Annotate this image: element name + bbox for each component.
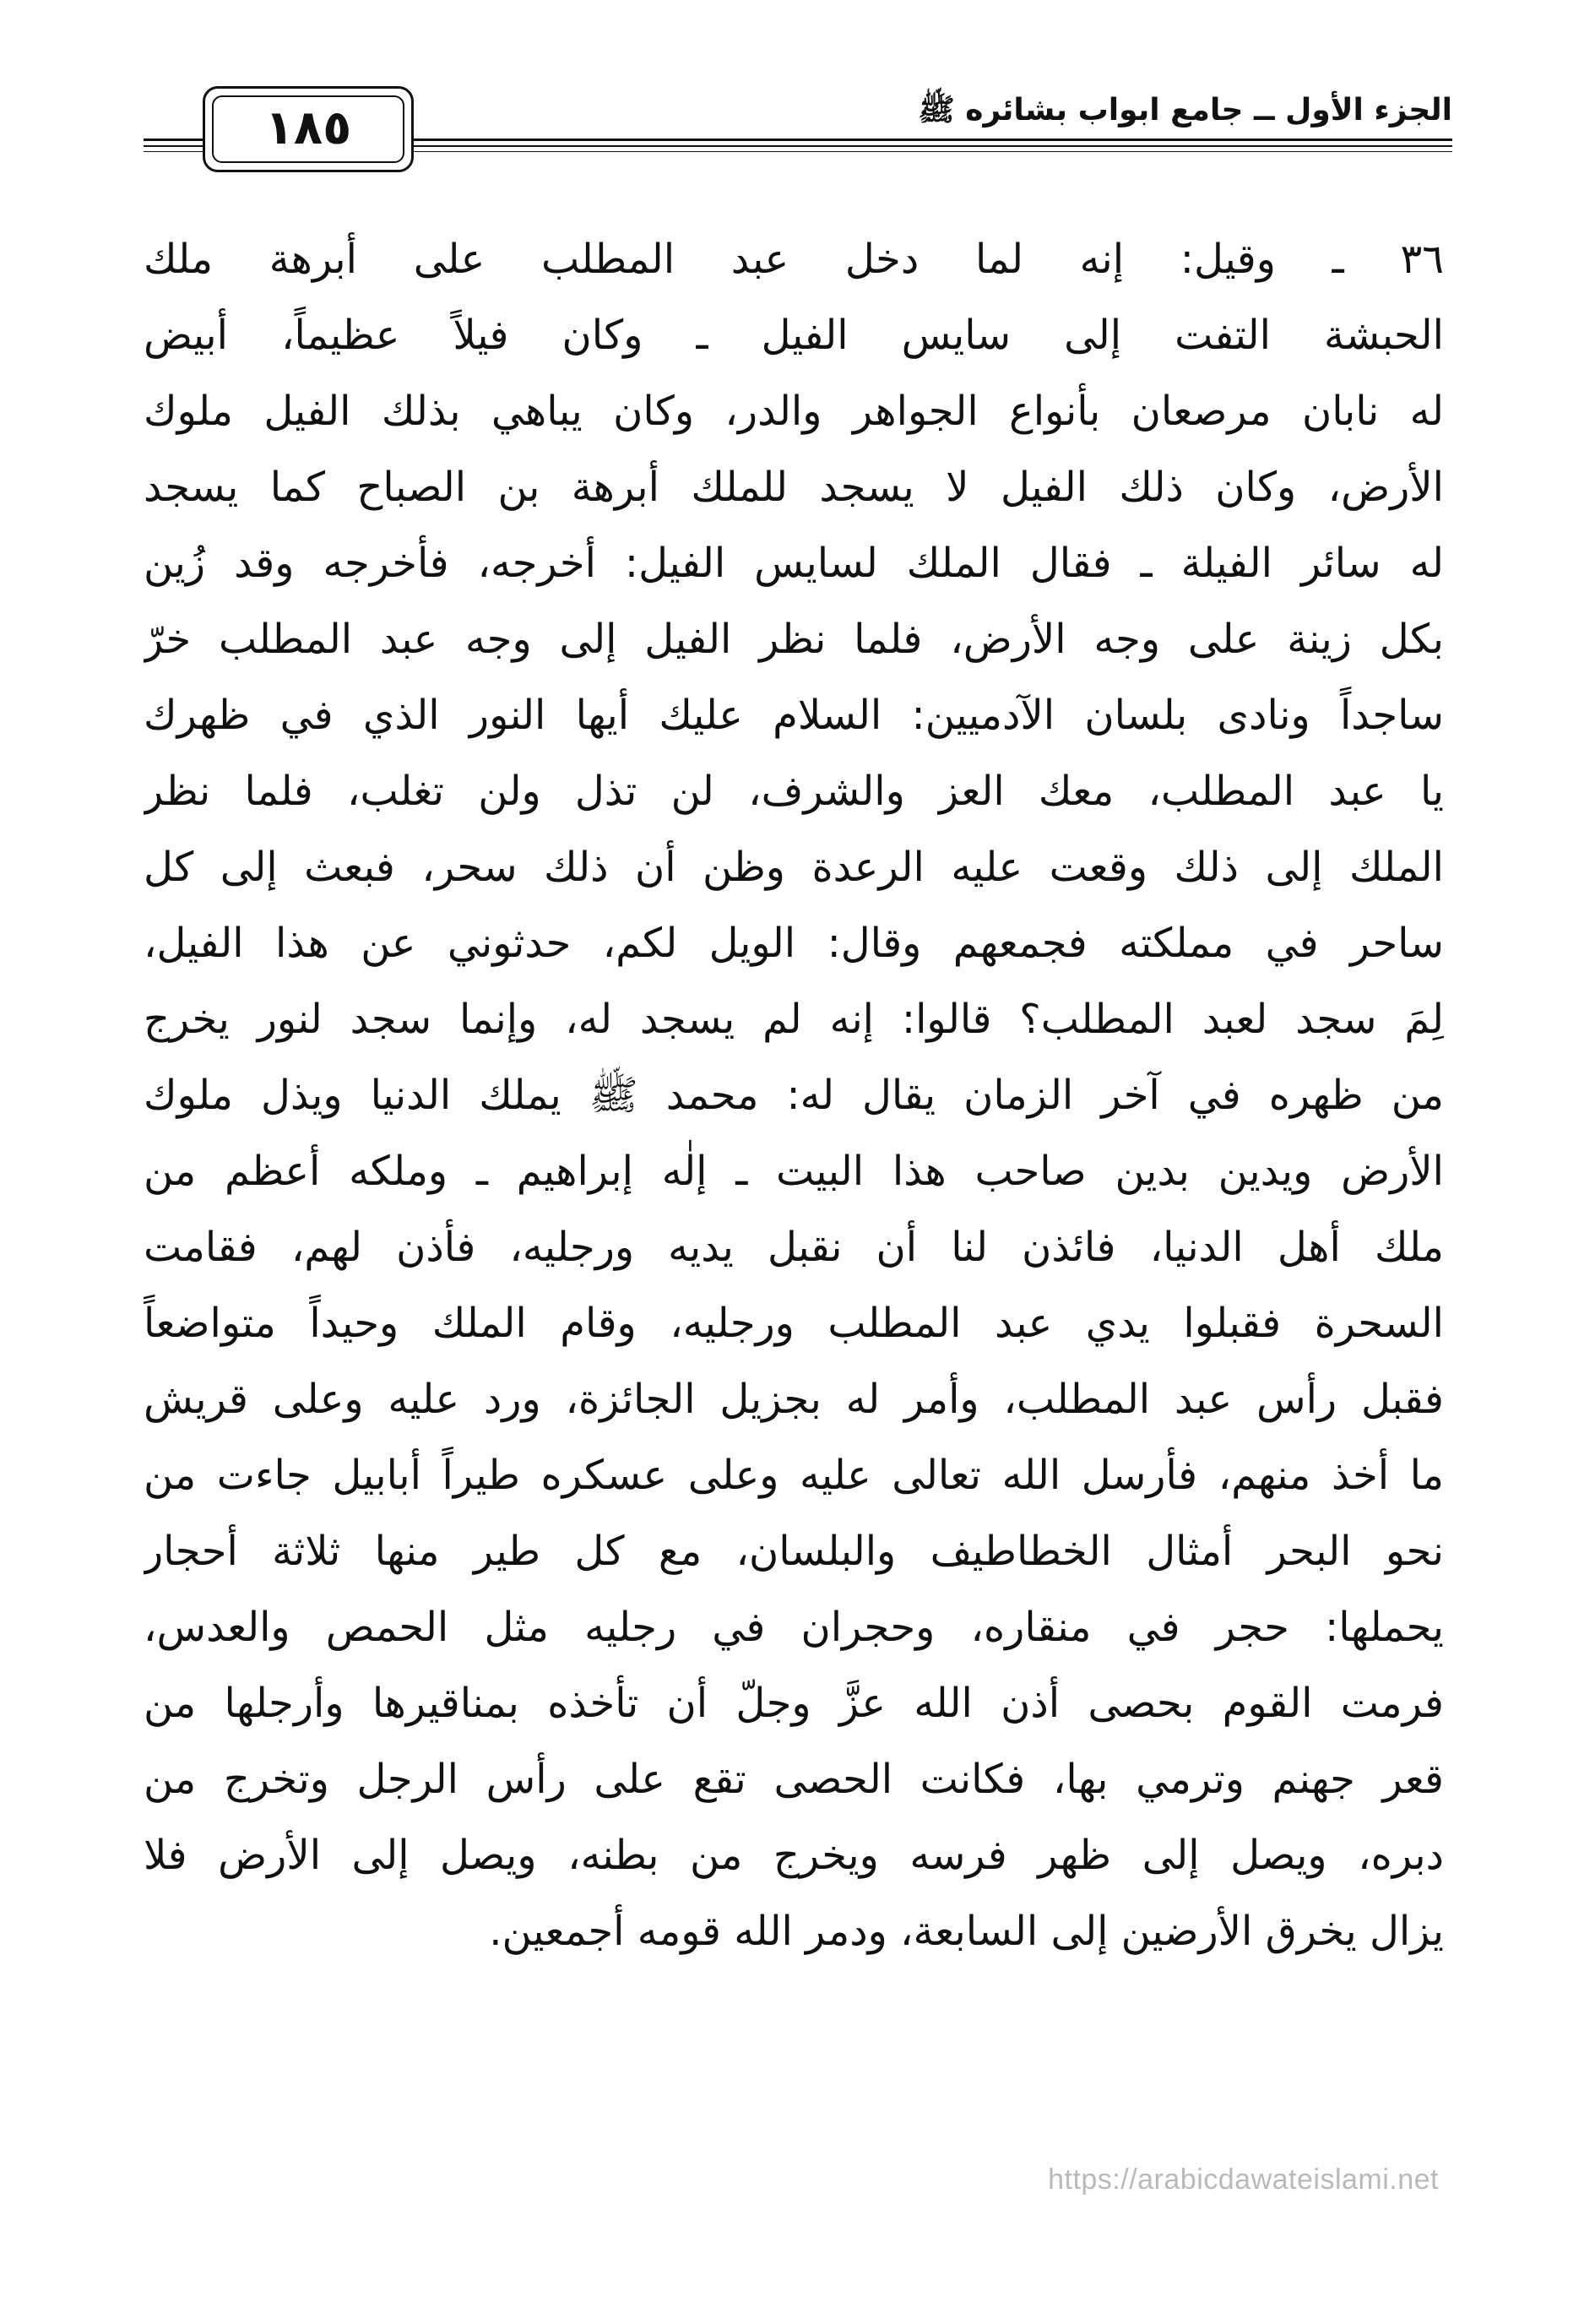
text-line: الحبشة التفت إلى سايس الفيل ـ وكان فيلاً عظيماً، أبيض <box>144 312 1444 359</box>
text-line: قعر جهنم وترمي بها، فكانت الحصى تقع على رأس الرجل وتخرج من <box>144 1756 1444 1803</box>
text-line: الأرض ويدين بدين صاحب هذا البيت ـ إلٰه إبراهيم ـ وملكه أعظم من <box>144 1148 1444 1195</box>
page-number-frame <box>203 86 414 172</box>
body-text <box>144 221 1444 1969</box>
running-title: الجزء الأول ــ جامع ابواب بشائره ﷺ <box>918 93 1452 128</box>
text-line: بكل زينة على وجه الأرض، فلما نظر الفيل إلى وجه عبد المطلب خرّ <box>144 616 1444 663</box>
text-line: من ظهره في آخر الزمان يقال له: محمد ﷺ يملك الدنيا ويذل ملوك <box>144 1072 1444 1119</box>
text-line: لِمَ سجد لعبد المطلب؟ قالوا: إنه لم يسجد له، وإنما سجد لنور يخرج <box>144 996 1444 1043</box>
text-line: يا عبد المطلب، معك العز والشرف، لن تذل ولن تغلب، فلما نظر <box>144 768 1444 815</box>
text-line: ساحر في مملكته فجمعهم وقال: الويل لكم، حدثوني عن هذا الفيل، <box>144 920 1444 967</box>
text-line: له نابان مرصعان بأنواع الجواهر والدر، وكان يباهي بذلك الفيل ملوك <box>144 388 1444 435</box>
text-line: دبره، ويصل إلى ظهر فرسه ويخرج من بطنه، ويصل إلى الأرض فلا <box>144 1832 1444 1879</box>
text-line: يحملها: حجر في منقاره، وحجران في رجليه مثل الحمص والعدس، <box>144 1604 1444 1651</box>
text-line: ساجداً ونادى بلسان الآدميين: السلام عليك أيها النور الذي في ظهرك <box>144 692 1444 739</box>
watermark-url: https://arabicdawateislami.net <box>1048 2164 1439 2196</box>
page-header <box>144 84 1452 160</box>
text-line: يزال يخرق الأرضين إلى السابعة، ودمر الله قومه أجمعين. <box>489 1908 1444 1955</box>
text-line: السحرة فقبلوا يدي عبد المطلب ورجليه، وقام الملك وحيداً متواضعاً <box>144 1300 1444 1347</box>
text-line: نحو البحر أمثال الخطاطيف والبلسان، مع كل طير منها ثلاثة أحجار <box>144 1528 1444 1575</box>
text-line: الملك إلى ذلك وقعت عليه الرعدة وظن أن ذلك سحر، فبعث إلى كل <box>144 844 1444 891</box>
text-line: الأرض، وكان ذلك الفيل لا يسجد للملك أبرهة بن الصباح كما يسجد <box>144 464 1444 511</box>
text-line: فقبل رأس عبد المطلب، وأمر له بجزيل الجائزة، ورد عليه وعلى قريش <box>144 1376 1444 1423</box>
text-line: له سائر الفيلة ـ فقال الملك لسايس الفيل: أخرجه، فأخرجه وقد زُين <box>144 540 1444 587</box>
text-line: فرمت القوم بحصى أذن الله عزَّ وجلّ أن تأخذه بمناقيرها وأرجلها من <box>144 1680 1444 1727</box>
text-line: ما أخذ منهم، فأرسل الله تعالى عليه وعلى عسكره طيراً أبابيل جاءت من <box>144 1452 1444 1499</box>
text-line: ٣٦ ـ وقيل: إنه لما دخل عبد المطلب على أبرهة ملك <box>144 236 1444 283</box>
text-line: ملك أهل الدنيا، فائذن لنا أن نقبل يديه ورجليه، فأذن لهم، فقامت <box>144 1224 1444 1271</box>
page-number: ١٨٥ <box>264 100 352 155</box>
